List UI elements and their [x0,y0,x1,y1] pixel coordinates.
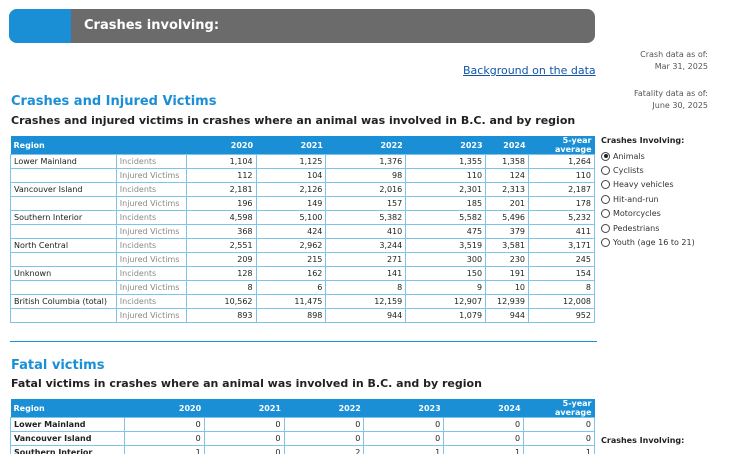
value-cell: 0 [204,432,284,446]
column-header: 2024 [486,136,529,155]
column-header: 2022 [284,399,364,418]
filter-option[interactable] [601,235,695,249]
value-cell: 0 [204,446,284,454]
value-cell: 157 [326,197,406,211]
value-cell: 2,187 [529,183,595,197]
region-cell: Lower Mainland [11,418,125,432]
value-cell: 271 [326,253,406,267]
value-cell: 2,313 [486,183,529,197]
fatality-data-value: June 30, 2025 [652,101,708,110]
column-header: 2020 [186,136,256,155]
filter-option[interactable] [601,178,695,192]
value-cell: 379 [486,225,529,239]
value-cell: 98 [326,169,406,183]
metric-cell: Injured Victims [116,169,186,183]
value-cell: 104 [256,169,326,183]
value-cell: 230 [486,253,529,267]
value-cell: 411 [529,225,595,239]
region-cell: British Columbia (total) [11,295,117,309]
value-cell: 191 [486,267,529,281]
section-title-crashes: Crashes and Injured Victims [11,94,217,109]
radio-button[interactable] [601,224,610,233]
value-cell: 12,939 [486,295,529,309]
metric-cell: Incidents [116,295,186,309]
column-header: 2021 [204,399,284,418]
value-cell: 1,355 [406,155,486,169]
filter-option-label: Pedestrians [613,223,660,233]
value-cell: 3,244 [326,239,406,253]
value-cell: 300 [406,253,486,267]
section-title-fatal: Fatal victims [11,358,105,373]
section-subtitle-crashes: Crashes and injured victims in crashes where an animal was involved in B.C. and by region [11,114,576,127]
table-row [11,253,595,267]
column-header: Region [11,399,125,418]
table-row [11,281,595,295]
region-cell [11,225,117,239]
table-header-row [11,136,595,155]
value-cell: 124 [486,169,529,183]
table-row [11,211,595,225]
radio-button[interactable] [601,180,610,189]
fatal-victims-table [10,399,595,454]
value-cell: 0 [124,432,204,446]
section-subtitle-fatal: Fatal victims in crashes where an animal was involved in B.C. and by region [11,377,482,390]
value-cell: 8 [529,281,595,295]
column-header: 2023 [364,399,444,418]
value-cell: 12,907 [406,295,486,309]
value-cell: 162 [256,267,326,281]
value-cell: 110 [406,169,486,183]
value-cell: 12,159 [326,295,406,309]
value-cell: 110 [529,169,595,183]
crash-data-label: Crash data as of: [640,50,708,59]
section-divider [10,341,597,342]
crash-data-date [640,49,708,73]
table-row [11,169,595,183]
column-header: Region [11,136,187,155]
value-cell: 1 [124,446,204,454]
value-cell: 424 [256,225,326,239]
value-cell: 5,382 [326,211,406,225]
column-header: 2022 [326,136,406,155]
radio-button[interactable] [601,238,610,247]
value-cell: 5,582 [406,211,486,225]
metric-cell: Incidents [116,155,186,169]
value-cell: 944 [326,309,406,323]
crashes-involving-filter [601,136,695,250]
column-header: 2021 [256,136,326,155]
value-cell: 112 [186,169,256,183]
filter-option[interactable] [601,207,695,221]
table-row [11,446,595,454]
value-cell: 0 [204,418,284,432]
value-cell: 9 [406,281,486,295]
value-cell: 209 [186,253,256,267]
banner-accent [9,9,71,43]
value-cell: 1 [364,446,444,454]
region-cell: Southern Interior [11,211,117,225]
region-cell: Southern Interior [11,446,125,454]
filter-option-label: Motorcycles [613,209,661,219]
value-cell: 0 [364,432,444,446]
fatality-data-date [634,88,708,112]
value-cell: 149 [256,197,326,211]
filter-title: Crashes Involving: [601,436,685,445]
value-cell: 215 [256,253,326,267]
value-cell: 8 [186,281,256,295]
column-header: 2023 [406,136,486,155]
crash-data-value: Mar 31, 2025 [654,62,708,71]
value-cell: 11,475 [256,295,326,309]
value-cell: 0 [444,418,524,432]
header-banner [9,9,595,43]
value-cell: 898 [256,309,326,323]
metric-cell: Injured Victims [116,197,186,211]
region-cell: Vancouver Island [11,183,117,197]
column-header: 2020 [124,399,204,418]
value-cell: 141 [326,267,406,281]
radio-button[interactable] [601,166,610,175]
value-cell: 154 [529,267,595,281]
value-cell: 150 [406,267,486,281]
filter-option-label: Heavy vehicles [613,180,674,190]
region-cell: Vancouver Island [11,432,125,446]
filter-option[interactable] [601,221,695,235]
value-cell: 0 [524,432,595,446]
value-cell: 6 [256,281,326,295]
value-cell: 5,496 [486,211,529,225]
table-row [11,267,595,281]
value-cell: 893 [186,309,256,323]
filter-title: Crashes Involving: [601,136,685,145]
region-cell [11,197,117,211]
metric-cell: Injured Victims [116,253,186,267]
metric-cell: Incidents [116,183,186,197]
crashes-table [10,136,595,323]
table-row [11,295,595,309]
region-cell [11,253,117,267]
filter-option-label: Cyclists [613,166,644,176]
crashes-involving-filter-2 [601,436,684,449]
value-cell: 0 [284,418,364,432]
metric-cell: Incidents [116,267,186,281]
value-cell: 245 [529,253,595,267]
column-header: 5-year average [524,399,595,418]
value-cell: 475 [406,225,486,239]
value-cell: 1,079 [406,309,486,323]
value-cell: 2,126 [256,183,326,197]
region-cell [11,169,117,183]
value-cell: 2,301 [406,183,486,197]
value-cell: 185 [406,197,486,211]
table-row [11,197,595,211]
value-cell: 3,171 [529,239,595,253]
filter-option-label: Animals [613,151,645,161]
value-cell: 944 [486,309,529,323]
value-cell: 368 [186,225,256,239]
value-cell: 952 [529,309,595,323]
value-cell: 1,104 [186,155,256,169]
table-row [11,155,595,169]
value-cell: 0 [364,418,444,432]
filter-option[interactable] [601,163,695,177]
value-cell: 5,232 [529,211,595,225]
filter-option-label: Youth (age 16 to 21) [613,238,695,248]
value-cell: 1,264 [529,155,595,169]
value-cell: 128 [186,267,256,281]
table-row [11,418,595,432]
metric-cell: Injured Victims [116,309,186,323]
value-cell: 0 [524,418,595,432]
value-cell: 0 [124,418,204,432]
fatality-data-label: Fatality data as of: [634,89,708,98]
value-cell: 1 [444,446,524,454]
value-cell: 5,100 [256,211,326,225]
value-cell: 12,008 [529,295,595,309]
filter-option[interactable] [601,149,695,163]
metric-cell: Incidents [116,239,186,253]
value-cell: 1,358 [486,155,529,169]
value-cell: 2,551 [186,239,256,253]
value-cell: 1,125 [256,155,326,169]
value-cell: 1 [524,446,595,454]
region-cell [11,281,117,295]
column-header: 2024 [444,399,524,418]
value-cell: 3,581 [486,239,529,253]
table-row [11,183,595,197]
table-header-row [11,399,595,418]
value-cell: 201 [486,197,529,211]
radio-button[interactable] [601,195,610,204]
value-cell: 0 [284,432,364,446]
value-cell: 2 [284,446,364,454]
metric-cell: Injured Victims [116,281,186,295]
region-cell: Lower Mainland [11,155,117,169]
value-cell: 8 [326,281,406,295]
metric-cell: Incidents [116,211,186,225]
table-row [11,239,595,253]
radio-button[interactable] [601,209,610,218]
value-cell: 1,376 [326,155,406,169]
value-cell: 10 [486,281,529,295]
value-cell: 178 [529,197,595,211]
page-title: Crashes involving: [84,18,220,33]
table-row [11,225,595,239]
column-header: 5-year average [529,136,595,155]
filter-option[interactable] [601,192,695,206]
value-cell: 2,962 [256,239,326,253]
value-cell: 2,016 [326,183,406,197]
value-cell: 196 [186,197,256,211]
region-cell: North Central [11,239,117,253]
value-cell: 410 [326,225,406,239]
radio-button[interactable] [601,152,610,161]
value-cell: 2,181 [186,183,256,197]
value-cell: 4,598 [186,211,256,225]
table-row [11,309,595,323]
region-cell [11,309,117,323]
value-cell: 10,562 [186,295,256,309]
value-cell: 0 [444,432,524,446]
value-cell: 3,519 [406,239,486,253]
filter-option-label: Hit-and-run [613,194,659,204]
background-link[interactable]: Background on the data [463,64,596,77]
metric-cell: Injured Victims [116,225,186,239]
table-row [11,432,595,446]
region-cell: Unknown [11,267,117,281]
